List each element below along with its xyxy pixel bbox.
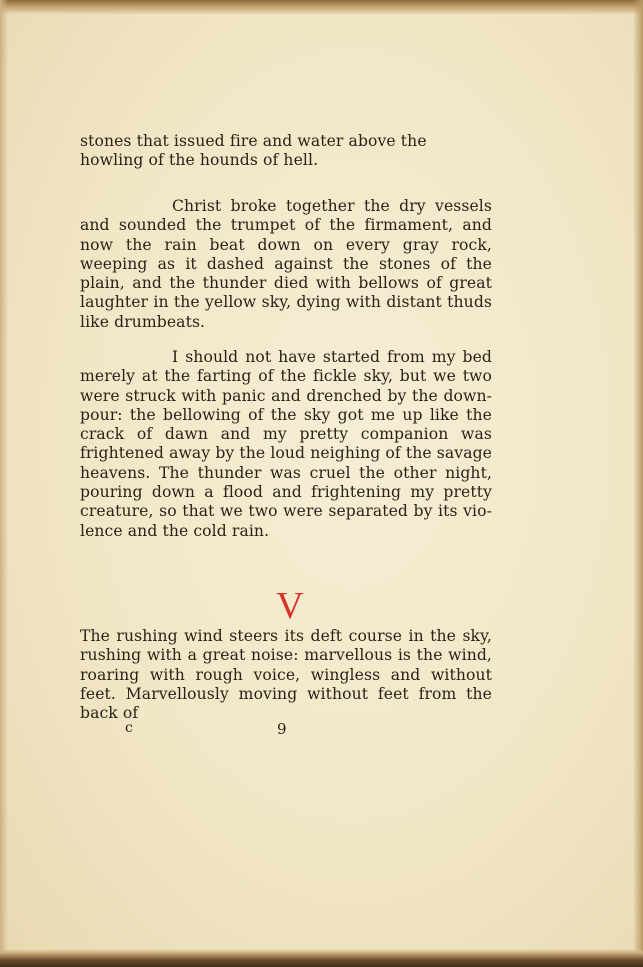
page-right-edge (633, 0, 643, 967)
paragraph-1: stones that issued fire and water above the howling of the hounds of hell. (80, 132, 427, 170)
paragraph-4: The rushing wind steers its deft course in the sky, rushing with a great noise: marvellous is the wind, roaring with rough voice, wingless and without feet. Marvellously moving without feet from the back of (80, 627, 492, 723)
page-number: 9 (277, 720, 287, 738)
paragraph-2: Christ broke together the dry vessels and sounded the trumpet of the firmament, and now the rain beat down on every gray rock, weeping as it dashed against the stones of the plain, and the thunder died with bellows of great laughter in the yellow sky, dying with distant thuds like drumbeats. (80, 197, 492, 331)
page-top-edge (0, 0, 643, 14)
section-numeral: V (276, 585, 304, 627)
paragraph-3: I should not have started from my bed merely at the farting of the fickle sky, but we two were struck with panic and drenched by the down-pour: the bellowing of the sky got me up like the crack of dawn and my pretty companion was frightened away by the loud neighing of the savage heavens. The thunder was cruel the other night, pouring down a flood and frightening my pretty creature, so that we two were separated by its vio-lence and the cold rain. (80, 348, 492, 540)
page-left-edge (0, 0, 8, 967)
page-bottom-edge (0, 949, 643, 967)
signature-mark: c (125, 720, 133, 736)
